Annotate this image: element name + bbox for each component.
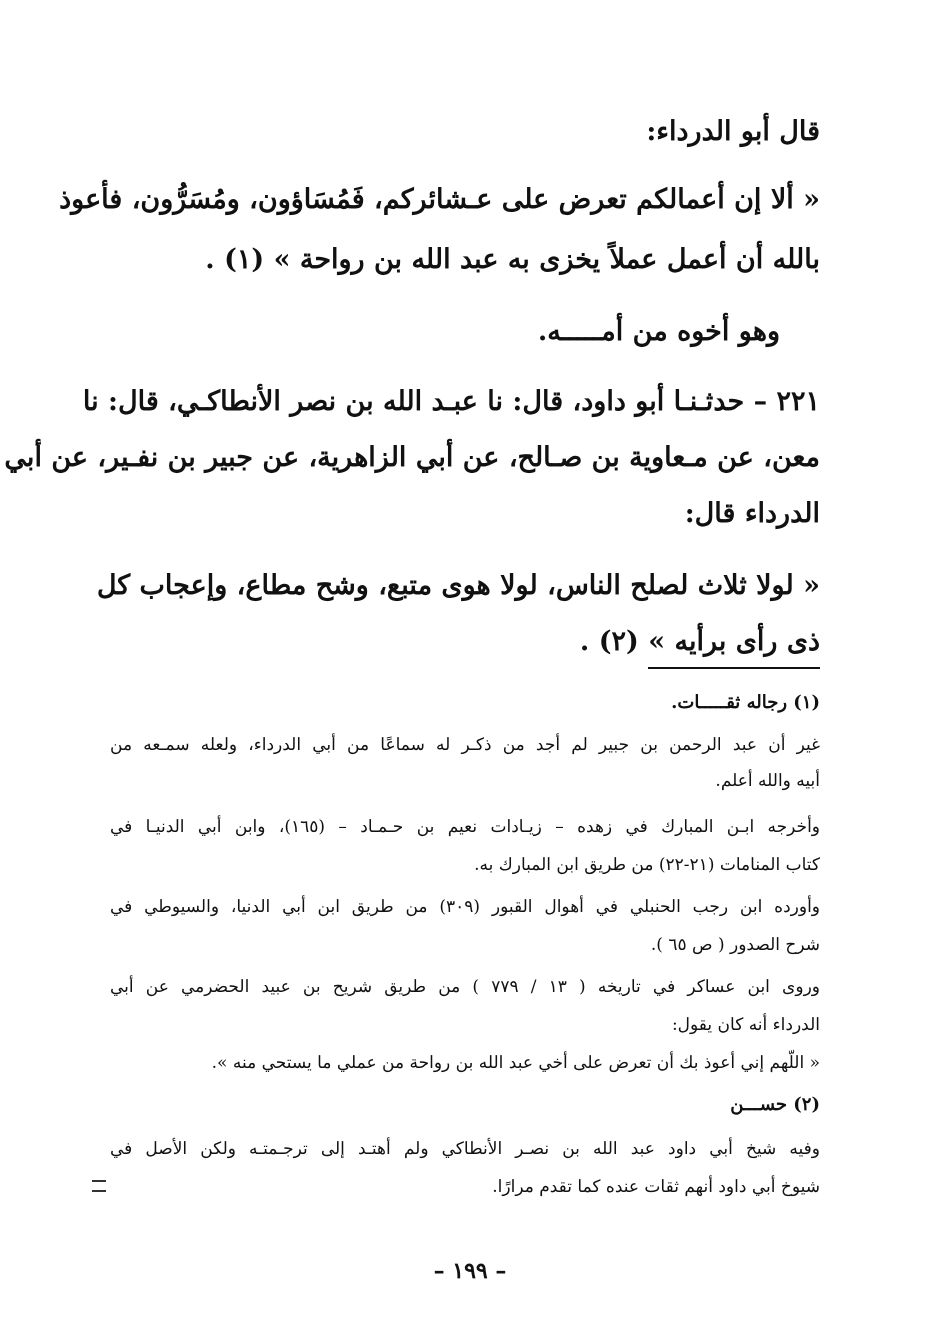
footnote1-line: وروى ابن عساكر في تاريخه ( ١٣ / ٧٧٩ ) من طريق شريح بن عبيد الحضرمي عن أبي bbox=[110, 977, 820, 997]
footnote1-line: الدرداء أنه كان يقول: bbox=[671, 1015, 820, 1035]
footnote1-line: « اللّهم إني أعوذ بك أن تعرض على أخي عبد الله بن رواحة من عملي ما يستحي منه ». bbox=[211, 1053, 820, 1073]
hadith-line2: معن، عن مـعاوية بن صـالح، عن أبي الزاهرية، عن جبير بن نفـير، عن أبي bbox=[4, 442, 820, 473]
quote1-line2: بالله أن أعمل عملاً يخزى به عبد الله بن رواحة » (١) . bbox=[205, 244, 820, 275]
footnote1-line: كتاب المنامات (٢١-٢٢) من طريق ابن المبارك به. bbox=[474, 855, 820, 875]
footnote1-heading: (١) رجاله ثقـــــات. bbox=[671, 692, 820, 713]
quote2-line2: ذى رأى برأيه » (٢) . bbox=[579, 626, 820, 657]
intro-line: قال أبو الدرداء: bbox=[646, 116, 820, 147]
footnote1-line: أبيه والله أعلم. bbox=[715, 771, 820, 791]
footnote-separator bbox=[648, 667, 820, 669]
footnote1-line: شرح الصدور ( ص ٦٥ ). bbox=[650, 935, 820, 955]
page-number: – ١٩٩ – bbox=[433, 1258, 507, 1284]
footnote2-line: شيوخ أبي داود أنهم ثقات عنده كما تقدم مرارًا. bbox=[492, 1177, 820, 1197]
hadith-line3: الدرداء قال: bbox=[684, 498, 820, 529]
hadith-line1: ٢٢١ – حدثـنـا أبو داود، قال: نا عبـد الله بن نصر الأنطاكـي، قال: نا bbox=[82, 386, 820, 417]
footnote1-line: وأخرجه ابـن المبارك في زهده – زيـادات نعيم بن حـمـاد – (١٦٥)، وابن أبي الدنيـا في bbox=[110, 817, 820, 837]
quote2-line1: « لولا ثلاث لصلح الناس، لولا هوى متبع، وشح مطاع، وإعجاب كل bbox=[96, 570, 820, 601]
footnote1-line: وأورده ابن رجب الحنبلي في أهوال القبور (٣٠٩) من طريق ابن أبي الدنيا، والسيوطي في bbox=[110, 897, 821, 917]
footnote2-line: وفيه شيخ أبي داود عبد الله بن نصـر الأنطاكي ولم أهتـد إلى ترجـمتـه ولكن الأصل في bbox=[110, 1139, 820, 1159]
footnote1-line: غير أن عبد الرحمن بن جبير لم أجد من ذكـر له سماعًا من أبي الدرداء، ولعله سمـعه من bbox=[110, 735, 820, 755]
note-line: وهو أخوه من أمـــــه. bbox=[537, 316, 780, 347]
quote1-line1: « ألا إن أعمالكم تعرض على عـشائركم، فَمُسَاؤون، ومُسَرُّون، فأعوذ bbox=[59, 184, 820, 215]
footnote2-heading: (٢) حســـن bbox=[730, 1094, 820, 1115]
margin-mark bbox=[92, 1180, 106, 1192]
